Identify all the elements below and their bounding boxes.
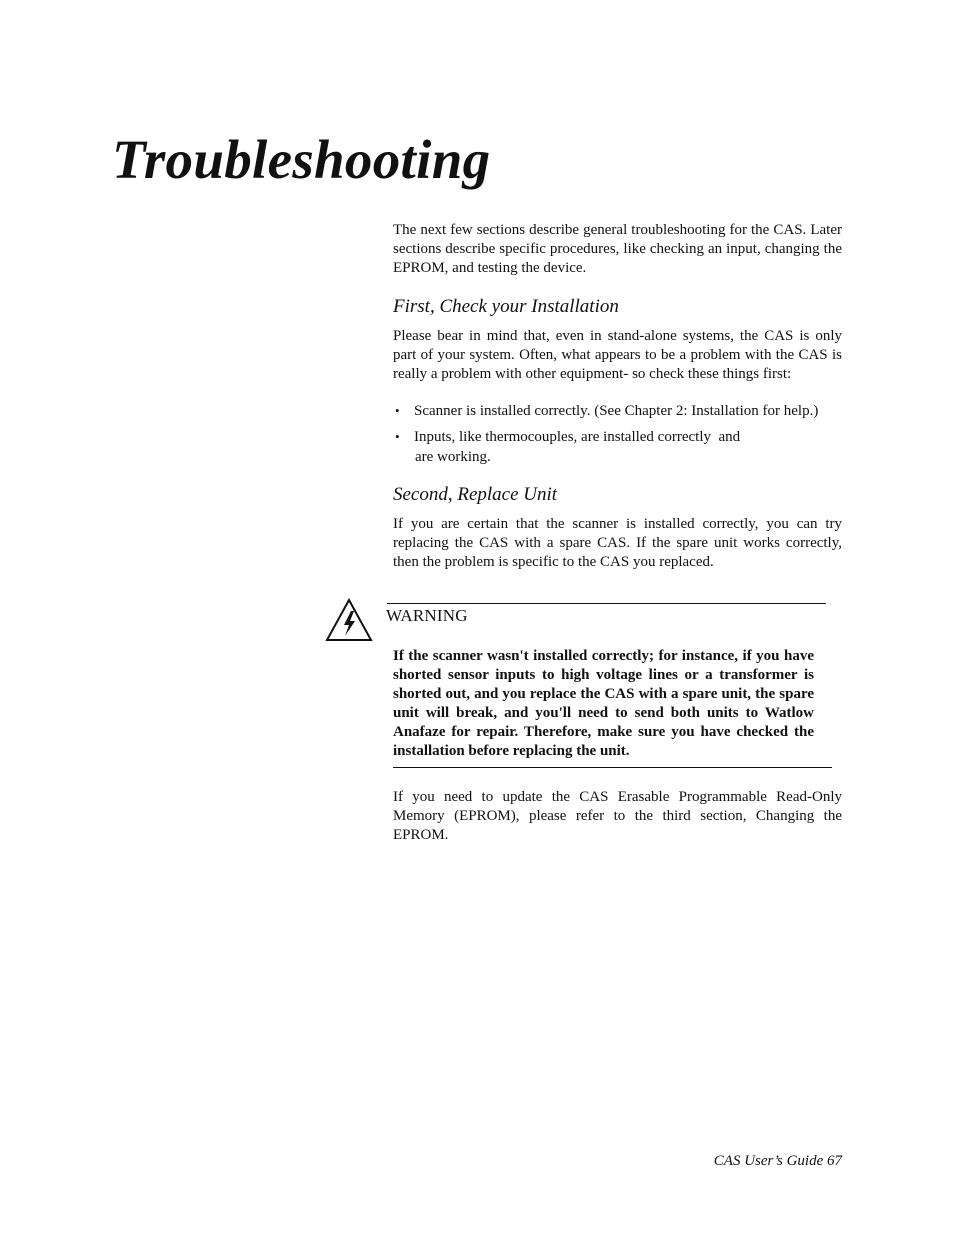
bullet-marker: • — [395, 403, 400, 418]
list-item — [393, 401, 853, 421]
page-footer: CAS User’s Guide 67 — [713, 1153, 842, 1169]
warning-label: WARNING — [386, 606, 468, 625]
installation-checklist — [393, 401, 853, 467]
warning-top-divider — [387, 603, 826, 604]
section-heading-check-installation: First, Check your Installation — [393, 296, 619, 317]
replace-unit-paragraph: If you are certain that the scanner is installed correctly, you can try replacing the CAS with a spare CAS. If the spare unit works correctly, then the problem is specific to the CAS you replaced. — [393, 516, 842, 570]
page-title: Troubleshooting — [112, 129, 491, 190]
bullet-marker: • — [395, 429, 400, 444]
warning-bottom-divider — [393, 767, 832, 768]
warning-text: If the scanner wasn't installed correctly; for instance, if you have shorted sensor inputs to high voltage lines or a transformer is shorted out, and you replace the CAS with a spare unit, the spare unit will break, and you'll need to send both units to Watlow Anafaze for repair. Therefore, make sure you have checked the installation before replacing the unit. — [393, 648, 814, 759]
section-heading-replace-unit: Second, Replace Unit — [393, 484, 558, 505]
list-item — [393, 427, 853, 467]
list-item-text: Scanner is installed correctly. (See Chapter 2: Installation for help.) — [414, 403, 819, 419]
eprom-paragraph: If you need to update the CAS Erasable Programmable Read-Only Memory (EPROM), please refer to the third section, Changing the EPROM. — [393, 789, 842, 843]
list-item-text-continuation: are working. — [415, 449, 491, 465]
check-installation-paragraph: Please bear in mind that, even in stand-alone systems, the CAS is only part of your system. Often, what appears to be a problem with the CAS is really a problem with other equipment- so check these things first: — [393, 328, 842, 382]
intro-paragraph: The next few sections describe general troubleshooting for the CAS. Later sections describe specific procedures, like checking an input, changing the EPROM, and testing the device. — [393, 222, 842, 276]
list-item-text: Inputs, like thermocouples, are installed correctly and — [414, 429, 741, 445]
high-voltage-warning-icon — [325, 598, 373, 642]
